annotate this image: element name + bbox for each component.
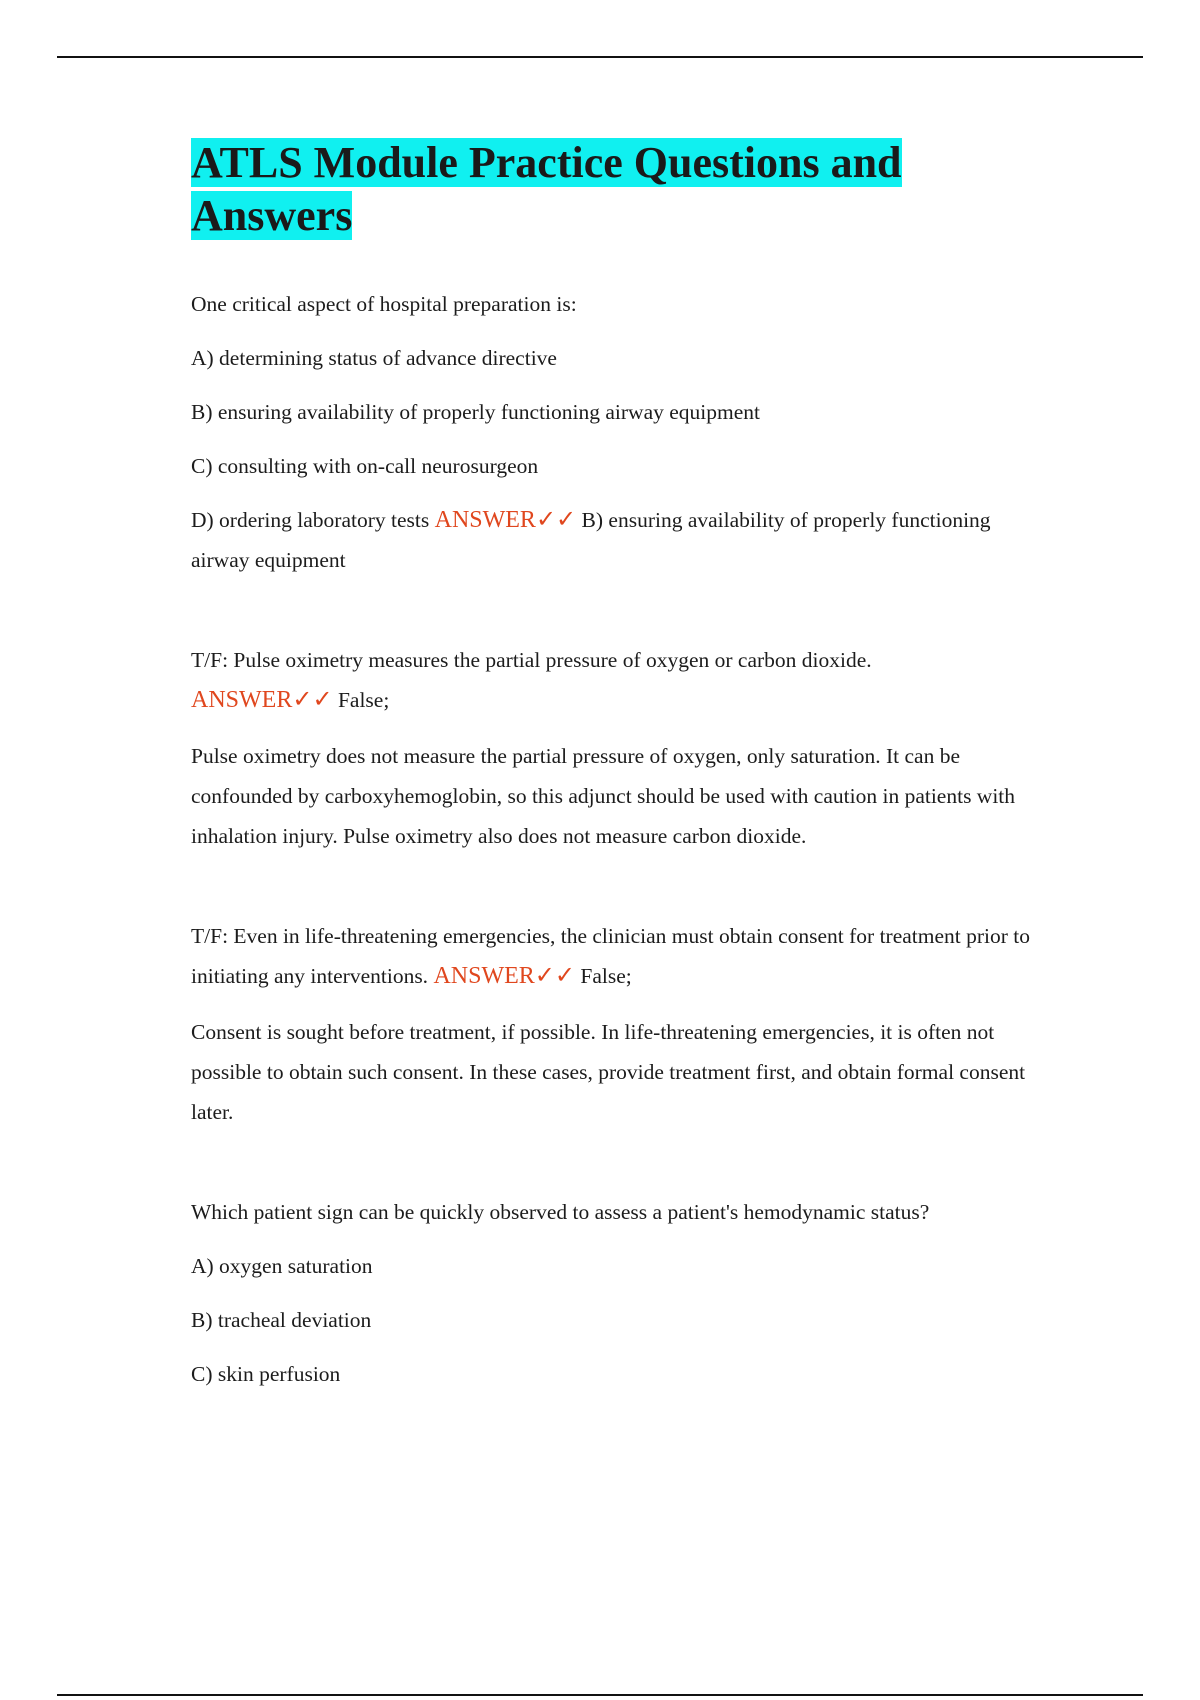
question-1-option-b: B) ensuring availability of properly functioning airway equipment — [191, 400, 761, 424]
question-4-option-c: C) skin perfusion — [191, 1362, 341, 1386]
question-1-option-c: C) consulting with on-call neurosurgeon — [191, 454, 539, 478]
question-2-prompt: T/F: Pulse oximetry measures the partial pressure of oxygen or carbon dioxide. — [191, 648, 872, 672]
question-1-prompt: One critical aspect of hospital preparation is: — [191, 292, 577, 316]
question-3-prompt-and-answer — [191, 916, 1041, 996]
answer-label: ANSWER✓✓ — [434, 507, 577, 533]
question-4-prompt: Which patient sign can be quickly observed to assess a patient's hemodynamic status? — [191, 1200, 930, 1224]
question-3-answer: False; — [580, 964, 632, 988]
answer-label: ANSWER✓✓ — [433, 963, 575, 989]
top-rule — [57, 56, 1143, 58]
question-3-explanation: Consent is sought before treatment, if possible. In life-threatening emergencies, it is often not possible to obtain such consent. In these cases, provide treatment first, and obtain formal consent later. — [191, 1020, 1026, 1124]
question-1-option-d-and-answer — [191, 500, 1041, 580]
document-body — [191, 136, 1041, 1394]
question-3-prompt: T/F: Even in life-threatening emergencies, the clinician must obtain consent for treatment prior to initiating any interventions. — [191, 924, 1031, 988]
document-title-text: ATLS Module Practice Questions and Answers — [191, 138, 902, 240]
question-2 — [191, 640, 1041, 856]
question-2-answer: False; — [337, 688, 390, 712]
question-3 — [191, 916, 1041, 1132]
answer-label: ANSWER✓✓ — [191, 687, 333, 713]
question-4-option-b: B) tracheal deviation — [191, 1308, 372, 1332]
document-title — [191, 136, 1041, 242]
question-4-option-a: A) oxygen saturation — [191, 1254, 373, 1278]
question-2-explanation: Pulse oximetry does not measure the partial pressure of oxygen, only saturation. It can be confounded by carboxyhemoglobin, so this adjunct should be used with caution in patients with inhalation injury. Pulse oximetry also does not measure carbon dioxide. — [191, 744, 1016, 848]
question-1-answer: B) ensuring availability of properly functioning airway equipment — [191, 508, 991, 572]
question-1-option-d: D) ordering laboratory tests — [191, 508, 430, 532]
question-2-prompt-and-answer — [191, 640, 1041, 720]
bottom-rule — [57, 1694, 1143, 1696]
question-1-option-a: A) determining status of advance directive — [191, 346, 557, 370]
question-1 — [191, 284, 1041, 580]
question-4 — [191, 1192, 1041, 1394]
